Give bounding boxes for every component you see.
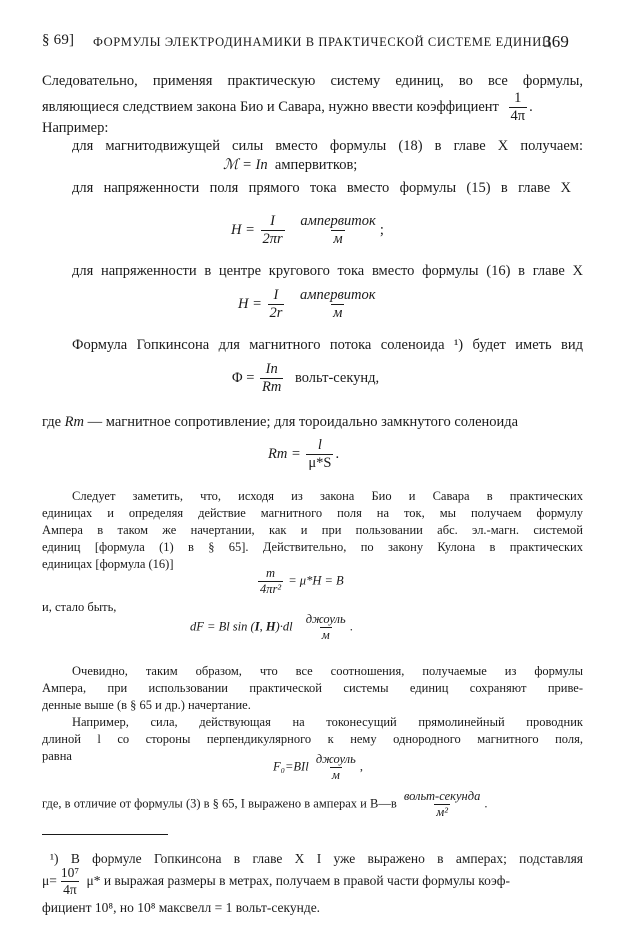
note-line: где, в отличие от формулы (3) в § 65, I выражено в амперах и B—в $\frac{\text{вольт-секунда}}{\text{м²}}$ . (42, 789, 488, 820)
formula-hopkinson: Φ = $\frac{In}{Rm}$ вольт-секунд, (232, 361, 380, 396)
footnote-line: μ= $\frac{\text{10⁷}}{4\pi}$ μ* и выражая размеры в метрах, получаем в правой части формулы коэф- (42, 865, 510, 898)
note-line: единиц [формула (1) в § 65]. Действительно, по закону Кулона в практических (42, 540, 583, 554)
note-line: Например, сила, действующая на токонесущий прямолинейный проводник (72, 715, 583, 729)
note-line: и, стало быть, (42, 600, 117, 614)
note-line: единицах [формула (16)] (42, 557, 174, 571)
section-mark: § 69] (42, 32, 75, 48)
case-text: для напряженности в центре кругового тока вместо формулы (16) в главе X (72, 263, 583, 279)
formula-force: F₀=BIl $\frac{\text{джоуль}}{м}$ , (273, 752, 363, 783)
footnote-line: фициент 10⁸, но 10⁸ максвелл = 1 вольт-секунде. (42, 900, 321, 915)
formula-coulomb: $\frac{m}{\text{4πr²}}$ = μ*H = B (260, 566, 344, 597)
case-text: для напряженности поля прямого тока вместо формулы (15) в главе X (72, 180, 571, 196)
formula-circular-current: H = $\frac{I}{2r}$ $\frac{\text{ампервиток}}{м}$ (238, 287, 376, 322)
note-line: Очевидно, таким образом, что все соотношения, получаемые из формулы (72, 664, 583, 678)
paragraph-line: Например: (42, 120, 109, 136)
paragraph-line: Следовательно, применяя практическую систему единиц, во все формулы, (42, 73, 583, 89)
case-text: где Rm — магнитное сопротивление; для тороидально замкнутого соленоида (42, 414, 519, 430)
formula-mmf: ℳ = In ампервитков; (223, 157, 358, 173)
case-text: для магнитодвижущей силы вместо формулы (18) в главе X получаем: (72, 138, 583, 154)
note-line: Ампера, при использовании практической системы единиц сохраняют приве- (42, 681, 583, 695)
note-line: равна (42, 749, 72, 763)
formula-reluctance: Rm = $\frac{l}{\mu*S}$ . (268, 437, 340, 472)
running-title: ФОРМУЛЫ ЭЛЕКТРОДИНАМИКИ В ПРАКТИЧЕСКОЙ СИСТЕМЕ ЕДИНИЦ (93, 35, 552, 49)
case-text: Формула Гопкинсона для магнитного потока соленоида ¹) будет иметь вид (72, 337, 583, 353)
paragraph-line: являющиеся следствием закона Био и Савара, нужно ввести коэффициент $\frac{1}{4\pi}$ . (42, 90, 533, 125)
footnote-line: ¹) В формуле Гопкинсона в главе X I уже выражено в амперах; подставляя (50, 851, 583, 866)
note-line: Следует заметить, что, исходя из закона Био и Савара в практических (72, 489, 583, 503)
note-line: денные выше (в § 65 и др.) начертание. (42, 698, 251, 712)
formula-straight-current: H = $\frac{I}{2\pi r}$ $\frac{\text{ампервиток}}{м}$ ; (231, 213, 384, 248)
note-line: длиной l со стороны перпендикулярного к нему однородного магнитного поля, (42, 732, 583, 746)
coefficient-fraction: $\frac{1}{4\pi}$ (510, 90, 526, 125)
page-number: 369 (543, 32, 570, 51)
note-line: Ампера в таком же начертании, как и при пользовании абс. эл.-магн. системой (42, 523, 583, 537)
note-line: единицах и определяя действие магнитного поля на ток, мы получаем формулу (42, 506, 583, 520)
formula-ampere: dF = Bl sin (I, H)·dl $\frac{\text{джоуль}}{м}$ . (190, 612, 353, 643)
footnote-rule (42, 834, 168, 835)
